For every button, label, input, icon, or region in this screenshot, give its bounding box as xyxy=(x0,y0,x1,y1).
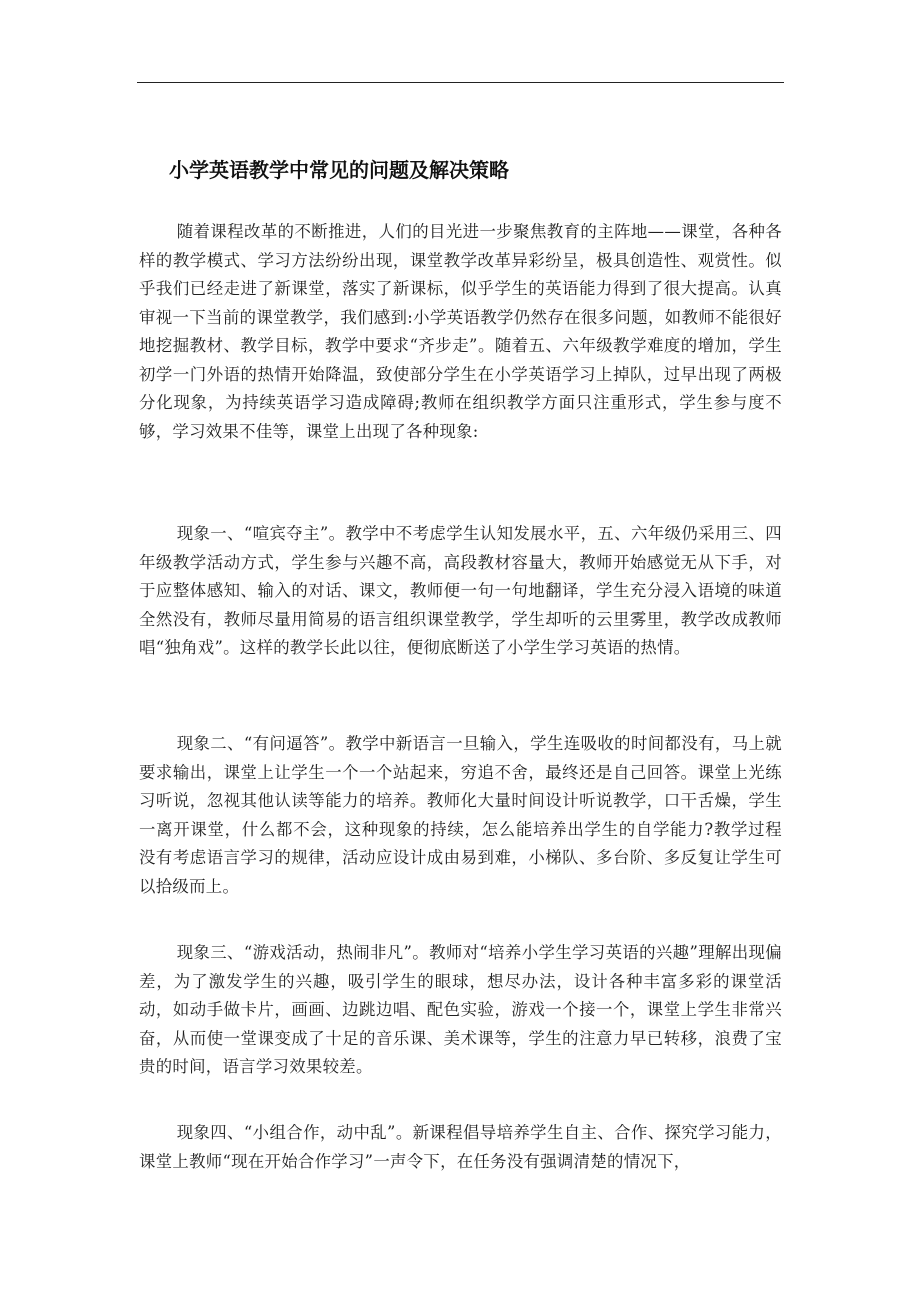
header-rule xyxy=(137,82,784,83)
paragraph-phenomenon-1: 现象一、“喧宾夺主”。教学中不考虑学生认知发展水平，五、六年级仍采用三、四年级教学活动方式，学生参与兴趣不高，高段教材容量大，教师开始感觉无从下手，对于应整体感知、输入的对话、课文，教师便一句一句地翻译，学生充分浸入语境的味道全然没有，教师尽量用简易的语言组织课堂教学，学生却听的云里雾里，教学改成教师唱“独角戏”。这样的教学长此以往，便彻底断送了小学生学习英语的热情。 xyxy=(139,524,782,657)
document-title: 小学英语教学中常见的问题及解决策略 xyxy=(169,158,509,182)
paragraph-phenomenon-2: 现象二、“有问逼答”。教学中新语言一旦输入，学生连吸收的时间都没有，马上就要求输出，课堂上让学生一个一个站起来，穷追不舍，最终还是自己回答。课堂上光练习听说，忽视其他认读等能力的培养。教师化大量时间设计听说教学，口干舌燥，学生一离开课堂，什么都不会，这种现象的持续，怎么能培养出学生的自学能力?教学过程没有考虑语言学习的规律，活动应设计成由易到难，小梯队、多台阶、多反复让学生可以拾级而上。 xyxy=(139,734,782,896)
paragraph-intro: 随着课程改革的不断推进，人们的目光进一步聚焦教育的主阵地——课堂，各种各样的教学模式、学习方法纷纷出现，课堂教学改革异彩纷呈，极具创造性、观赏性。似乎我们已经走进了新课堂，落实了新课标，似乎学生的英语能力得到了很大提高。认真审视一下当前的课堂教学，我们感到:小学英语教学仍然存在很多问题，如教师不能很好地挖掘教材、教学目标，教学中要求“齐步走”。随着五、六年级教学难度的增加，学生初学一门外语的热情开始降温，致使部分学生在小学英语学习上掉队，过早出现了两极分化现象，为持续英语学习造成障碍;教师在组织教学方面只注重形式，学生参与度不够，学习效果不佳等，课堂上出现了各种现象: xyxy=(139,222,782,441)
paragraph-phenomenon-3: 现象三、“游戏活动，热闹非凡”。教师对“培养小学生学习英语的兴趣”理解出现偏差，为了激发学生的兴趣，吸引学生的眼球，想尽办法，设计各种丰富多彩的课堂活动，如动手做卡片，画画、边跳边唱、配色实验，游戏一个接一个，课堂上学生非常兴奋，从而使一堂课变成了十足的音乐课、美术课等，学生的注意力早已转移，浪费了宝贵的时间，语言学习效果较差。 xyxy=(139,943,782,1076)
paragraph-phenomenon-4: 现象四、“小组合作，动中乱”。新课程倡导培养学生自主、合作、探究学习能力，课堂上教师“现在开始合作学习”一声令下，在任务没有强调清楚的情况下， xyxy=(139,1123,782,1171)
